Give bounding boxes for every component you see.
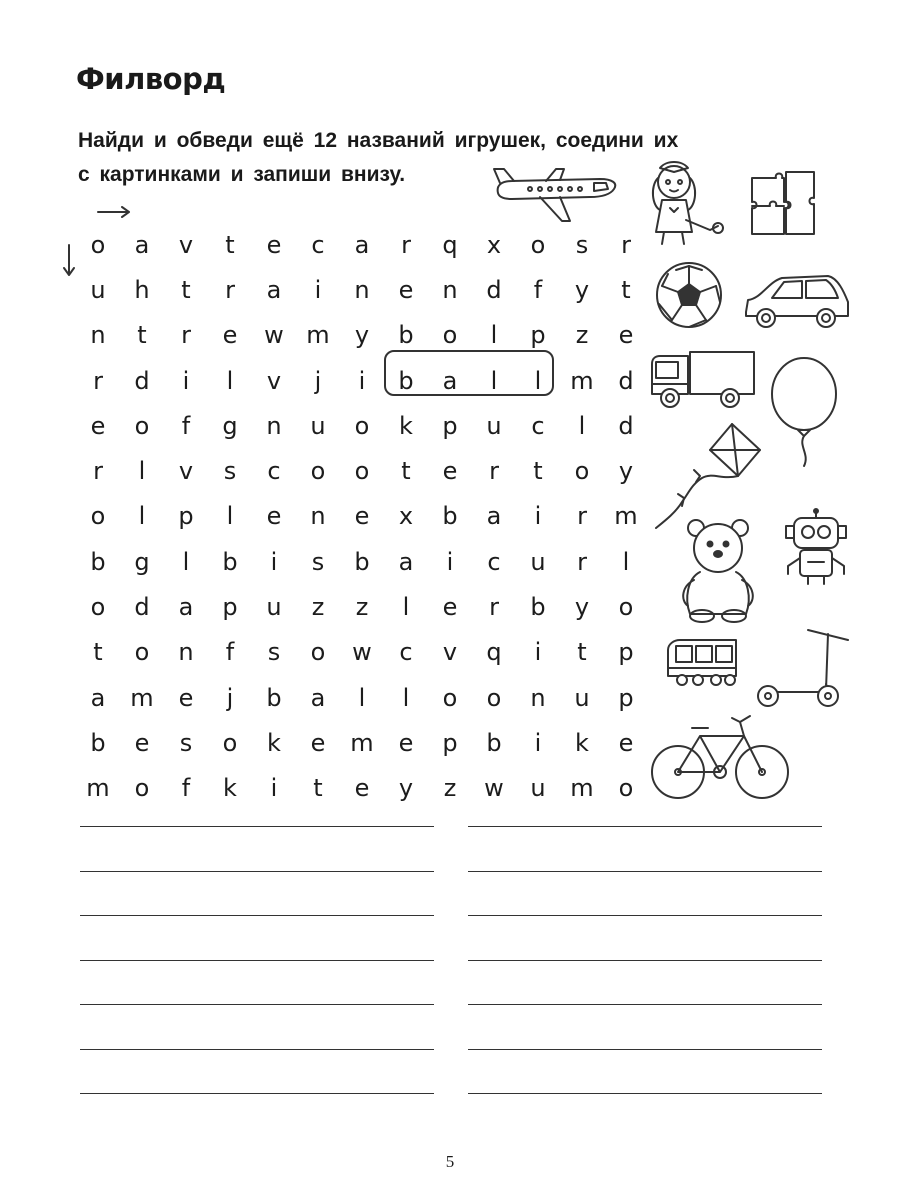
grid-letter[interactable]: o: [134, 774, 150, 803]
grid-letter[interactable]: r: [489, 593, 499, 622]
grid-letter[interactable]: p: [442, 728, 458, 757]
grid-letter[interactable]: f: [225, 638, 235, 667]
page-number: 5: [445, 1152, 455, 1171]
grid-letter[interactable]: m: [350, 728, 374, 757]
grid-letter[interactable]: a: [354, 230, 370, 259]
grid-letter[interactable]: j: [314, 366, 322, 395]
answer-line[interactable]: [80, 1093, 434, 1094]
grid-letter[interactable]: s: [311, 547, 325, 576]
grid-letter[interactable]: r: [93, 457, 103, 486]
grid-letter[interactable]: n: [310, 502, 326, 531]
grid-letter[interactable]: c: [399, 638, 413, 667]
grid-letter[interactable]: p: [178, 502, 194, 531]
grid-letter[interactable]: n: [354, 275, 370, 304]
grid-letter[interactable]: e: [398, 275, 414, 304]
grid-letter[interactable]: p: [618, 683, 634, 712]
grid-letter[interactable]: i: [182, 366, 190, 395]
grid-letter[interactable]: b: [398, 366, 414, 395]
grid-letter[interactable]: r: [93, 366, 103, 395]
grid-letter[interactable]: b: [354, 547, 370, 576]
grid-letter[interactable]: c: [487, 547, 501, 576]
grid-letter[interactable]: r: [225, 275, 235, 304]
grid-letter[interactable]: u: [90, 275, 106, 304]
grid-letter[interactable]: u: [266, 593, 282, 622]
grid-letter[interactable]: a: [486, 502, 502, 531]
grid-letter[interactable]: v: [442, 638, 458, 667]
grid-letter[interactable]: u: [530, 774, 546, 803]
grid-letter[interactable]: o: [90, 593, 106, 622]
answer-line[interactable]: [468, 915, 822, 916]
grid-letter[interactable]: e: [618, 728, 634, 757]
grid-letter[interactable]: u: [530, 547, 546, 576]
grid-letter[interactable]: i: [358, 366, 366, 395]
grid-letter[interactable]: b: [90, 728, 106, 757]
answer-line[interactable]: [80, 960, 434, 961]
grid-letter[interactable]: a: [134, 230, 150, 259]
grid-letter[interactable]: x: [398, 502, 414, 531]
grid-letter[interactable]: o: [222, 728, 238, 757]
doll-icon: [640, 160, 725, 250]
grid-letter[interactable]: e: [310, 728, 326, 757]
grid-letter[interactable]: b: [530, 593, 546, 622]
scooter-icon: [750, 624, 854, 712]
grid-letter[interactable]: l: [622, 547, 630, 576]
airplane-icon: [490, 165, 620, 225]
grid-letter[interactable]: l: [402, 593, 410, 622]
grid-letter[interactable]: m: [130, 683, 154, 712]
grid-letter[interactable]: j: [226, 683, 234, 712]
answer-line[interactable]: [468, 1004, 822, 1005]
grid-letter[interactable]: p: [442, 411, 458, 440]
grid-letter[interactable]: f: [181, 411, 191, 440]
grid-letter[interactable]: v: [178, 230, 194, 259]
grid-letter[interactable]: s: [179, 728, 193, 757]
grid-letter[interactable]: y: [574, 275, 590, 304]
grid-letter[interactable]: o: [486, 683, 502, 712]
grid-letter[interactable]: v: [266, 366, 282, 395]
grid-letter[interactable]: o: [618, 593, 634, 622]
grid-letter[interactable]: r: [401, 230, 411, 259]
grid-letter[interactable]: l: [226, 502, 234, 531]
train-icon: [664, 636, 740, 690]
grid-letter[interactable]: b: [442, 502, 458, 531]
ball-icon: [654, 260, 724, 330]
grid-letter[interactable]: z: [443, 774, 457, 803]
grid-letter[interactable]: c: [267, 457, 281, 486]
grid-letter[interactable]: q: [442, 230, 458, 259]
grid-letter[interactable]: p: [530, 321, 546, 350]
grid-letter[interactable]: e: [618, 321, 634, 350]
grid-letter[interactable]: t: [401, 457, 411, 486]
balloon-icon: [768, 356, 840, 468]
grid-letter[interactable]: r: [577, 502, 587, 531]
truck-icon: [648, 348, 758, 412]
grid-letter[interactable]: k: [223, 774, 237, 803]
grid-letter[interactable]: e: [442, 593, 458, 622]
grid-letter[interactable]: t: [533, 457, 543, 486]
answer-lines-right[interactable]: [468, 826, 822, 1138]
grid-letter[interactable]: f: [533, 275, 543, 304]
grid-letter[interactable]: e: [266, 230, 282, 259]
grid-letter[interactable]: k: [399, 411, 413, 440]
grid-letter[interactable]: t: [225, 230, 235, 259]
answer-line[interactable]: [468, 1049, 822, 1050]
grid-letter[interactable]: d: [618, 411, 634, 440]
down-arrow-icon: [63, 245, 75, 279]
grid-letter[interactable]: e: [90, 411, 106, 440]
car-icon: [742, 272, 852, 330]
grid-letter[interactable]: e: [354, 502, 370, 531]
grid-letter[interactable]: o: [310, 457, 326, 486]
answer-line[interactable]: [80, 826, 434, 827]
grid-letter[interactable]: b: [266, 683, 282, 712]
instruction-line-1: Найди и обведи ещё 12 названий игрушек, соедини их: [78, 129, 679, 152]
grid-letter[interactable]: d: [134, 593, 150, 622]
grid-letter[interactable]: o: [354, 457, 370, 486]
grid-letter[interactable]: g: [134, 547, 150, 576]
grid-letter[interactable]: y: [574, 593, 590, 622]
grid-letter[interactable]: n: [530, 683, 546, 712]
grid-letter[interactable]: w: [352, 638, 372, 667]
instruction-line-2: с картинками и запиши внизу.: [78, 163, 406, 186]
grid-letter[interactable]: c: [531, 411, 545, 440]
answer-line[interactable]: [468, 1093, 822, 1094]
grid-letter[interactable]: l: [578, 411, 586, 440]
grid-letter[interactable]: o: [134, 638, 150, 667]
grid-letter[interactable]: l: [490, 366, 498, 395]
grid-letter[interactable]: m: [570, 774, 594, 803]
grid-letter[interactable]: n: [266, 411, 282, 440]
grid-letter[interactable]: l: [226, 366, 234, 395]
grid-letter[interactable]: w: [484, 774, 504, 803]
answer-line[interactable]: [468, 826, 822, 827]
grid-letter[interactable]: a: [266, 275, 282, 304]
grid-letter[interactable]: e: [354, 774, 370, 803]
grid-letter[interactable]: c: [311, 230, 325, 259]
grid-letter[interactable]: i: [534, 728, 542, 757]
answer-line[interactable]: [80, 871, 434, 872]
grid-letter[interactable]: z: [575, 321, 589, 350]
grid-letter[interactable]: o: [442, 683, 458, 712]
grid-letter[interactable]: i: [270, 547, 278, 576]
robot-icon: [780, 508, 852, 588]
grid-letter[interactable]: x: [486, 230, 502, 259]
grid-letter[interactable]: e: [222, 321, 238, 350]
grid-letter[interactable]: e: [398, 728, 414, 757]
grid-letter[interactable]: w: [264, 321, 284, 350]
grid-letter[interactable]: r: [181, 321, 191, 350]
grid-letter[interactable]: u: [574, 683, 590, 712]
grid-letter[interactable]: l: [182, 547, 190, 576]
grid-letter[interactable]: d: [486, 275, 502, 304]
grid-letter[interactable]: i: [270, 774, 278, 803]
grid-letter[interactable]: e: [178, 683, 194, 712]
grid-letter[interactable]: q: [486, 638, 502, 667]
answer-line[interactable]: [80, 915, 434, 916]
grid-letter[interactable]: o: [354, 411, 370, 440]
grid-letter[interactable]: e: [442, 457, 458, 486]
grid-letter[interactable]: r: [577, 547, 587, 576]
grid-letter[interactable]: l: [138, 502, 146, 531]
grid-letter[interactable]: a: [178, 593, 194, 622]
grid-letter[interactable]: o: [90, 502, 106, 531]
grid-letter[interactable]: m: [570, 366, 594, 395]
grid-letter[interactable]: s: [223, 457, 237, 486]
grid-letter[interactable]: y: [398, 774, 414, 803]
grid-letter[interactable]: o: [310, 638, 326, 667]
grid-letter[interactable]: l: [358, 683, 366, 712]
grid-letter[interactable]: u: [310, 411, 326, 440]
grid-letter[interactable]: a: [398, 547, 414, 576]
grid-letter[interactable]: n: [178, 638, 194, 667]
answer-lines-left[interactable]: [80, 826, 434, 1138]
grid-letter[interactable]: m: [614, 502, 638, 531]
teddy-bear-icon: [676, 518, 760, 624]
answer-line[interactable]: [80, 1049, 434, 1050]
grid-letter[interactable]: t: [577, 638, 587, 667]
grid-letter[interactable]: e: [134, 728, 150, 757]
grid-letter[interactable]: f: [181, 774, 191, 803]
grid-letter[interactable]: o: [134, 411, 150, 440]
right-arrow-icon: [98, 206, 132, 218]
page-title: Филворд: [76, 62, 226, 96]
grid-letter[interactable]: i: [534, 502, 542, 531]
grid-letter[interactable]: p: [618, 638, 634, 667]
example-word-highlight: [384, 350, 554, 396]
grid-letter[interactable]: n: [90, 321, 106, 350]
grid-letter[interactable]: b: [90, 547, 106, 576]
puzzle-icon: [748, 168, 818, 240]
grid-letter[interactable]: k: [267, 728, 281, 757]
grid-letter[interactable]: i: [534, 638, 542, 667]
grid-letter[interactable]: a: [90, 683, 106, 712]
grid-letter[interactable]: z: [311, 593, 325, 622]
grid-letter[interactable]: o: [90, 230, 106, 259]
grid-letter[interactable]: m: [306, 321, 330, 350]
grid-letter[interactable]: b: [222, 547, 238, 576]
grid-letter[interactable]: o: [530, 230, 546, 259]
grid-letter[interactable]: t: [621, 275, 631, 304]
kite-icon: [652, 420, 764, 532]
grid-letter[interactable]: a: [442, 366, 458, 395]
grid-letter[interactable]: a: [310, 683, 326, 712]
grid-letter[interactable]: v: [178, 457, 194, 486]
grid-letter[interactable]: z: [355, 593, 369, 622]
grid-letter[interactable]: e: [266, 502, 282, 531]
bike-icon: [648, 706, 792, 804]
grid-letter[interactable]: d: [618, 366, 634, 395]
grid-letter[interactable]: r: [489, 457, 499, 486]
grid-letter[interactable]: p: [222, 593, 238, 622]
grid-letter[interactable]: y: [354, 321, 370, 350]
grid-letter[interactable]: o: [442, 321, 458, 350]
grid-letter[interactable]: o: [618, 774, 634, 803]
grid-letter[interactable]: d: [134, 366, 150, 395]
grid-letter[interactable]: b: [486, 728, 502, 757]
grid-letter[interactable]: l: [138, 457, 146, 486]
grid-letter[interactable]: m: [86, 774, 110, 803]
grid-letter[interactable]: t: [313, 774, 323, 803]
grid-letter[interactable]: k: [575, 728, 589, 757]
grid-letter[interactable]: t: [137, 321, 147, 350]
grid-letter[interactable]: i: [314, 275, 322, 304]
grid-letter[interactable]: o: [574, 457, 590, 486]
grid-letter[interactable]: s: [267, 638, 281, 667]
grid-letter[interactable]: t: [181, 275, 191, 304]
grid-letter[interactable]: n: [442, 275, 458, 304]
word-search-grid[interactable]: [76, 222, 648, 811]
grid-letter[interactable]: i: [446, 547, 454, 576]
grid-letter[interactable]: l: [490, 321, 498, 350]
answer-line[interactable]: [468, 960, 822, 961]
grid-letter[interactable]: r: [621, 230, 631, 259]
grid-letter[interactable]: l: [402, 683, 410, 712]
grid-letter[interactable]: u: [486, 411, 502, 440]
grid-letter[interactable]: y: [618, 457, 634, 486]
answer-line[interactable]: [468, 871, 822, 872]
answer-line[interactable]: [80, 1004, 434, 1005]
grid-letter[interactable]: b: [398, 321, 414, 350]
grid-letter[interactable]: l: [534, 366, 542, 395]
grid-letter[interactable]: g: [222, 411, 238, 440]
grid-letter[interactable]: s: [575, 230, 589, 259]
grid-letter[interactable]: h: [134, 275, 150, 304]
grid-letter[interactable]: t: [93, 638, 103, 667]
